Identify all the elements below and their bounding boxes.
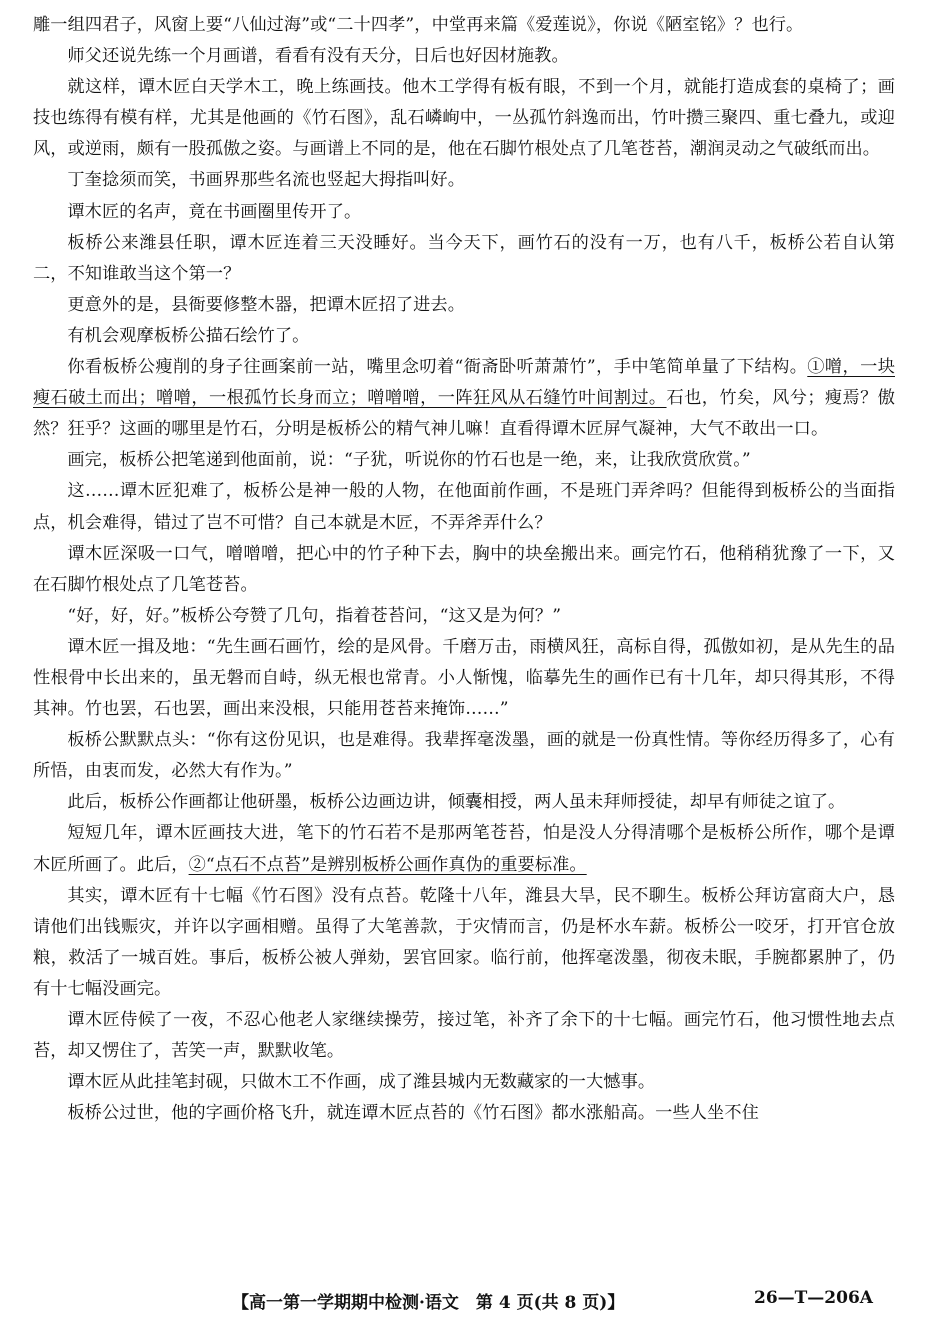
text-segment: 其实，谭木匠有十七幅《竹石图》没有点苔。乾隆十八年，潍县大旱，民不聊生。板桥公拜访富商大户，恳请他们出钱赈灾，并许以字画相赠。虽得了大笔善款，于灾情而言，仍是杯水车薪。板桥公一咬牙，打开官仓放粮，救活了一城百姓。事后，板桥公被人弹劾，罢官回家。临行前，他挥毫泼墨，彻夜未眠，手腕都累肿了，仍有十七幅没画完。 bbox=[33, 885, 895, 999]
paragraph bbox=[33, 197, 895, 228]
paragraph bbox=[33, 290, 895, 321]
footer-paper-code: 26—T—206A bbox=[754, 1288, 873, 1308]
text-segment: 板桥公默默点头：“你有这份见识，也是难得。我辈挥毫泼墨，画的就是一份真性情。等你经历得多了，心有所悟，由衷而发，必然大有作为。” bbox=[33, 730, 895, 782]
text-segment: 就这样，谭木匠白天学木工，晚上练画技。他木工学得有板有眼，不到一个月，就能打造成套的桌椅了；画技也练得有模有样，尤其是他画的《竹石图》，乱石嶙峋中，一丛孤竹斜逸而出，竹叶攒三聚四、重七叠九，或迎风，或逆雨，颇有一股孤傲之姿。与画谱上不同的是，他在石脚竹根处点了几笔苍苔，潮润灵动之气破纸而出。 bbox=[33, 77, 895, 160]
text-segment: 谭木匠深吸一口气，噌噌噌，把心中的竹子种下去，胸中的块垒搬出来。画完竹石，他稍稍犹豫了一下，又在石脚竹根处点了几笔苍苔。 bbox=[33, 543, 895, 595]
paragraph bbox=[33, 1067, 895, 1098]
paragraph bbox=[33, 321, 895, 352]
footer-exam-info: 【高一第一学期期中检测·语文 第 4 页(共 8 页)】 bbox=[232, 1293, 625, 1313]
text-segment: 丁奎捻须而笑，书画界那些名流也竖起大拇指叫好。 bbox=[67, 170, 466, 191]
article-body bbox=[33, 10, 895, 1129]
text-segment: 师父还说先练一个月画谱，看看有没有天分，日后也好因材施教。 bbox=[67, 46, 569, 67]
paragraph bbox=[33, 1005, 895, 1067]
text-segment: 谭木匠的名声，竟在书画圈里传开了。 bbox=[67, 201, 362, 222]
text-segment: 有机会观摩板桥公描石绘竹了。 bbox=[67, 325, 310, 346]
paragraph bbox=[33, 725, 895, 787]
text-segment: 这……谭木匠犯难了，板桥公是神一般的人物，在他面前作画，不是班门弄斧吗？但能得到板桥公的当面指点，机会难得，错过了岂不可惜？自己本就是木匠，不弄斧弄什么？ bbox=[33, 481, 895, 533]
paragraph bbox=[33, 10, 895, 41]
text-segment: 雕一组四君子，风窗上要“八仙过海”或“二十四孝”，中堂再来篇《爱莲说》，你说《陋室铭》？也行。 bbox=[33, 15, 804, 35]
paragraph bbox=[33, 539, 895, 601]
paragraph bbox=[33, 881, 895, 1005]
paragraph bbox=[33, 41, 895, 72]
paragraph bbox=[33, 632, 895, 725]
paragraph bbox=[33, 787, 895, 818]
underlined-sentence: ②“点石不点苔”是辨别板桥公画作真伪的重要标准。 bbox=[188, 854, 587, 875]
text-segment: 短短几年，谭木匠画技大进，笔下的竹石若不是那两笔苍苔，怕是没人分得清哪个是板桥公所作，哪个是谭木匠所画了。此后， bbox=[33, 823, 895, 875]
text-segment: 更意外的是，县衙要修整木器，把谭木匠招了进去。 bbox=[67, 294, 466, 315]
paragraph bbox=[33, 476, 895, 538]
paragraph bbox=[33, 352, 895, 445]
paragraph bbox=[33, 601, 895, 632]
text-segment: 你看板桥公瘦削的身子往画案前一站，嘴里念叨着“衙斋卧听萧萧竹”，手中笔简单量了下结构。 bbox=[67, 357, 808, 378]
text-segment: 谭木匠一揖及地：“先生画石画竹，绘的是风骨。千磨万击，雨横风狂，高标自得，孤傲如初，是从先生的品性根骨中长出来的，虽无磐而自峙，纵无根也常青。小人惭愧，临摹先生的画作已有十几年，却只得其形，不得其神。竹也罢，石也罢，画出来没根，只能用苍苔来掩饰……” bbox=[33, 636, 895, 720]
page-footer bbox=[0, 1284, 929, 1314]
text-segment: 板桥公过世，他的字画价格飞升，就连谭木匠点苔的《竹石图》都水涨船高。一些人坐不住 bbox=[67, 1103, 759, 1124]
text-segment: 此后，板桥公作画都让他研墨，板桥公边画边讲，倾囊相授，两人虽未拜师授徒，却早有师徒之谊了。 bbox=[67, 792, 846, 813]
text-segment: 谭木匠从此挂笔封砚，只做木工不作画，成了潍县城内无数藏家的一大憾事。 bbox=[67, 1072, 656, 1093]
text-segment: 板桥公来潍县任职，谭木匠连着三天没睡好。当今天下，画竹石的没有一万，也有八千，板桥公若自认第二，不知谁敢当这个第一？ bbox=[33, 232, 895, 284]
text-segment: 石也，竹矣，风兮；瘦焉？傲然？狂乎？这画的哪里是竹石，分明是板桥公的精气神儿嘛！直看得谭木匠屏气凝神，大气不敢出一口。 bbox=[33, 388, 895, 440]
paragraph bbox=[33, 445, 895, 476]
paragraph bbox=[33, 818, 895, 880]
underlined-sentence: ①噌，一块瘦石破土而出；噌噌，一根孤竹长身而立；噌噌噌，一阵狂风从石缝竹叶间割过。 bbox=[33, 357, 895, 409]
text-segment: 画完，板桥公把笔递到他面前，说：“子犹，听说你的竹石也是一绝，来，让我欣赏欣赏。” bbox=[67, 450, 751, 471]
paragraph bbox=[33, 228, 895, 290]
paragraph bbox=[33, 165, 895, 196]
text-segment: “好，好，好。”板桥公夸赞了几句，指着苍苔问，“这又是为何？” bbox=[67, 605, 562, 626]
text-segment: 谭木匠侍候了一夜，不忍心他老人家继续操劳，接过笔，补齐了余下的十七幅。画完竹石，他习惯性地去点苔，却又愣住了，苦笑一声，默默收笔。 bbox=[33, 1010, 895, 1062]
paragraph bbox=[33, 1098, 895, 1129]
paragraph bbox=[33, 72, 895, 165]
